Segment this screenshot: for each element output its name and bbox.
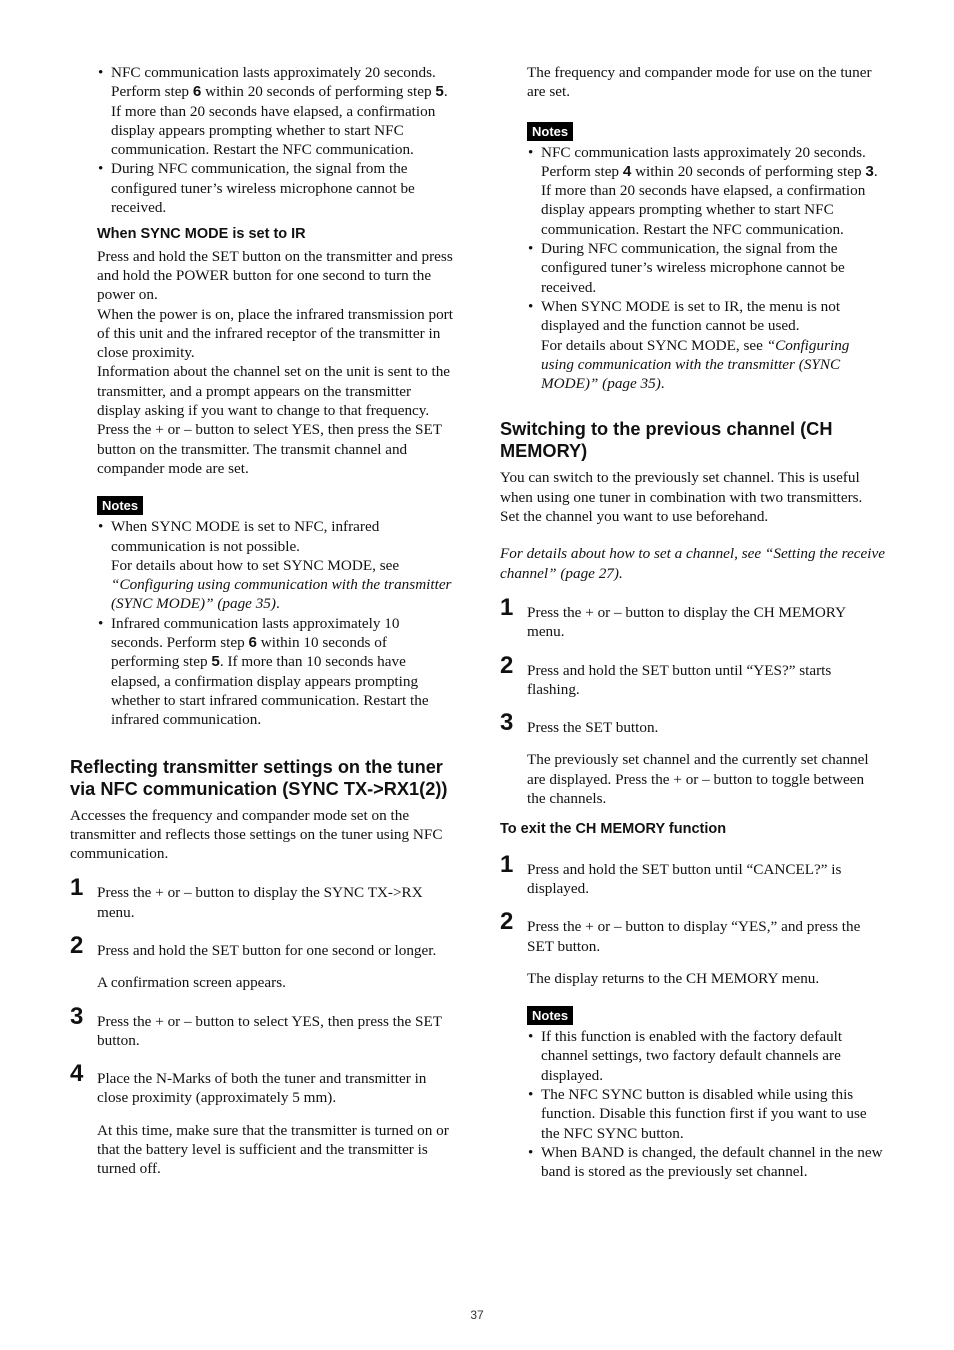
step-ref: 5 [211, 653, 220, 671]
bullet-text: When SYNC MODE is set to NFC, infrared communication is not possible. [111, 518, 380, 555]
step-result: The display returns to the CH MEMORY menu. [527, 969, 820, 987]
step-number: 1 [500, 593, 514, 621]
paragraph: When the power is on, place the infrared transmission port of this unit and the infrared receptor of the transmitter in close proximity. [97, 305, 453, 362]
step [500, 908, 885, 956]
step-ref: 6 [248, 634, 257, 652]
step [500, 709, 885, 737]
bullet-text: For details about SYNC MODE, see [541, 336, 767, 354]
page-number: 37 [470, 1308, 484, 1322]
list-item [70, 159, 455, 217]
step-ref: 5 [435, 83, 444, 101]
notes-badge: Notes [97, 496, 143, 515]
step-text: Press and hold the SET button for one second or longer. [97, 941, 437, 959]
list-item [70, 63, 455, 159]
notes-list [500, 143, 885, 394]
step-text: Press the + or – button to display the CH MEMORY menu. [527, 603, 846, 641]
list-item [500, 143, 885, 239]
continued-text: The frequency and compander mode for use on the tuner are set. [527, 64, 872, 101]
cross-reference: “Configuring using communication with the transmitter (SYNC MODE)” (page 35) [541, 336, 850, 393]
step-ref: 4 [622, 162, 632, 180]
bullet-text: within 20 seconds of performing step [631, 162, 866, 180]
punctuation: . [275, 595, 280, 613]
punctuation: . [660, 375, 665, 393]
step-text: Press the + or – button to display the SYNC TX->RX menu. [97, 884, 423, 921]
ir-heading: When SYNC MODE is set to IR [97, 226, 306, 243]
bullet-text: within 10 seconds of performing step [111, 634, 387, 671]
step [500, 651, 885, 700]
bullet-text: . If more than 10 seconds have elapsed, a confirmation display appears prompting whether to start infrared communication. Restart the infrared communication. [111, 653, 429, 729]
step-ref: 6 [192, 83, 202, 101]
notes-badge: Notes [527, 1006, 573, 1025]
list-item: • When BAND is changed, the default channel in the new band is stored as the previously set channel. [500, 1143, 885, 1182]
step-number: 2 [500, 651, 514, 679]
bullet-text: NFC communication lasts approximately 20 seconds. Perform step [541, 143, 866, 180]
step [70, 1060, 455, 1108]
list-item [70, 614, 455, 730]
bullet-text: When SYNC MODE is set to IR, the menu is not displayed and the function cannot be used. [541, 297, 841, 335]
section-title: Reflecting transmitter settings on the tuner via NFC communication (SYNC TX->RX1(2)) [70, 756, 448, 799]
step-result: The previously set channel and the currently set channel are displayed. Press the + or – button to toggle between the channels. [527, 751, 869, 808]
paragraph: Information about the channel set on the unit is sent to the transmitter, and a prompt appears on the transmitter display asking if you want to change to that frequency. [97, 363, 451, 420]
exit-heading: To exit the CH MEMORY function [500, 821, 727, 838]
step [500, 593, 885, 642]
step [500, 850, 885, 899]
cross-reference: “Configuring using communication with the transmitter (SYNC MODE)” (page 35) [111, 576, 452, 613]
list-item [500, 297, 885, 393]
list-item [70, 517, 455, 613]
step-number: 1 [500, 850, 514, 878]
bullet-text: Infrared communication lasts approximately 10 seconds. Perform step [111, 614, 400, 652]
step-number: 2 [70, 931, 84, 959]
notes-badge: Notes [527, 122, 573, 141]
list-item: • If this function is enabled with the factory default channel settings, two factory default channels are displayed. [500, 1027, 885, 1085]
step-text: Press the + or – button to select YES, then press the SET button. [97, 1012, 442, 1049]
step-number: 2 [500, 908, 514, 936]
bullet-text: During NFC communication, the signal from the configured tuner’s wireless microphone cannot be received. [541, 240, 845, 296]
step-text: Place the N-Marks of both the tuner and transmitter in close proximity (approximately 5 mm). [97, 1070, 427, 1107]
step-ref: 3 [865, 162, 874, 180]
step-text: Press and hold the SET button until “YES?” starts flashing. [527, 661, 832, 698]
section-title: Switching to the previous channel (CH MEMORY) [500, 419, 833, 462]
notes-list [70, 517, 455, 729]
bullet-text: . If more than 20 seconds have elapsed, a confirmation display appears prompting whether to start NFC communication. Restart the NFC communication. [111, 83, 448, 159]
section-intro: Set the channel you want to use beforehand. [500, 508, 769, 526]
notes-list [500, 1027, 885, 1181]
step-text: Press the + or – button to display “YES,” and press the SET button. [527, 918, 861, 955]
intro-bullet-list [70, 63, 455, 217]
right-column [500, 63, 885, 1181]
step [70, 931, 455, 960]
step-result: A confirmation screen appears. [97, 974, 286, 992]
paragraph: Press the + or – button to select YES, then press the SET button on the transmitter. The transmit channel and compander mode are set. [97, 421, 442, 477]
step-text: Press the SET button. [527, 719, 659, 737]
bullet-text: For details about how to set SYNC MODE, see [111, 556, 400, 574]
step [70, 874, 455, 922]
bullet-text: within 20 seconds of performing step [201, 83, 436, 101]
list-item [500, 239, 885, 297]
bullet-text: NFC communication lasts approximately 20 seconds. Perform step [111, 64, 436, 101]
section-intro: You can switch to the previously set channel. This is useful when using one tuner in combination with two transmitters. [500, 469, 863, 506]
step-number: 3 [70, 1002, 84, 1030]
step-number: 1 [70, 874, 84, 902]
bullet-text: During NFC communication, the signal from the configured tuner’s wireless microphone cannot be received. [111, 160, 415, 217]
step-text: Press and hold the SET button until “CANCEL?” is displayed. [527, 860, 842, 897]
cross-reference: For details about how to set a channel, see “Setting the receive channel” (page 27). [500, 545, 885, 582]
section-intro: Accesses the frequency and compander mode set on the transmitter and reflects those settings on the tuner using NFC communication. [70, 806, 443, 863]
bullet-text: . If more than 20 seconds have elapsed, a confirmation display appears prompting whether to start NFC communication. Restart the NFC communication. [541, 162, 878, 238]
left-column [70, 63, 455, 1179]
step-number: 4 [70, 1060, 84, 1088]
step-result: At this time, make sure that the transmitter is turned on or that the battery level is sufficient and the transmitter is turned off. [97, 1121, 449, 1178]
step [70, 1002, 455, 1051]
paragraph: Press and hold the SET button on the transmitter and press and hold the POWER button for one second to turn the power on. [97, 247, 453, 304]
list-item: • The NFC SYNC button is disabled while using this function. Disable this function first if you want to use the NFC SYNC button. [500, 1085, 885, 1143]
step-number: 3 [500, 709, 514, 737]
